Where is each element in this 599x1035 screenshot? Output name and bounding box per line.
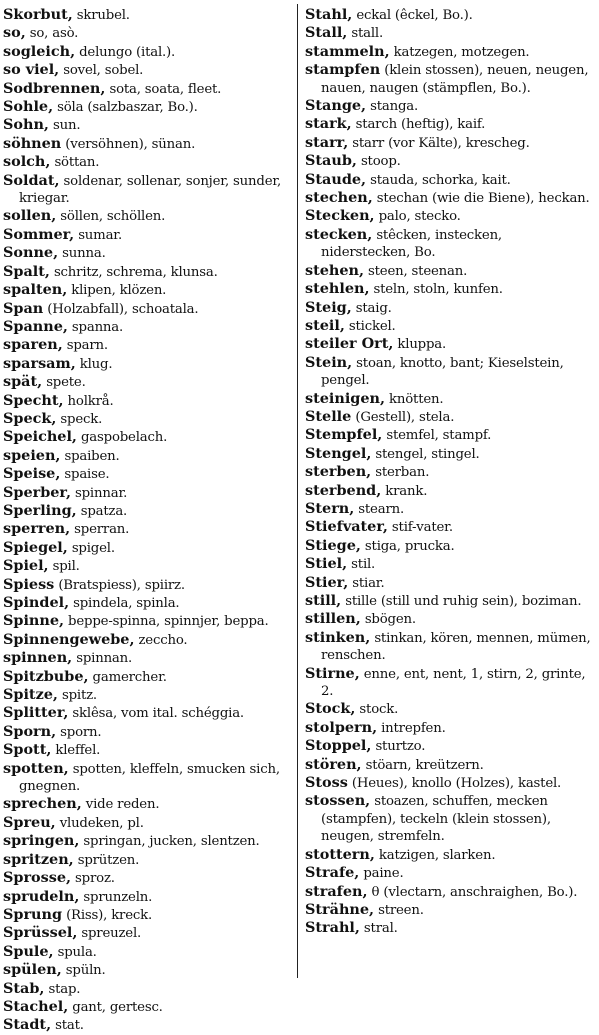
entry-definition: spete. <box>46 375 86 391</box>
dictionary-entry <box>3 410 293 428</box>
entry-definition: vide reden. <box>85 797 160 813</box>
entry-headword: Strähne, <box>305 900 375 918</box>
entry-headword: Spule, <box>3 942 54 960</box>
dictionary-entry <box>3 594 293 612</box>
dictionary-entry <box>305 901 595 919</box>
entry-definition: kleffel. <box>55 743 101 759</box>
entry-definition: stiar. <box>352 575 385 591</box>
dictionary-entry <box>3 998 293 1016</box>
entry-headword: Stier, <box>305 573 349 591</box>
entry-headword: so, <box>3 24 26 42</box>
entry-definition: sperran. <box>74 522 130 538</box>
dictionary-entry <box>305 280 595 298</box>
entry-definition: stickel. <box>348 318 396 334</box>
entry-headword: speien, <box>3 446 61 464</box>
entry-definition: sklêsa, vom ital. schéggia. <box>72 706 244 722</box>
dictionary-entry <box>3 576 293 594</box>
dictionary-entry <box>305 335 595 353</box>
dictionary-entry <box>3 704 293 722</box>
entry-headword: stammeln, <box>305 42 390 60</box>
entry-definition: steln, stoln, kunfen. <box>373 282 503 298</box>
entry-definition: skrubel. <box>76 8 130 23</box>
entry-headword: Stiefvater, <box>305 518 388 536</box>
entry-headword: Spitzbube, <box>3 667 89 685</box>
dictionary-entry <box>3 795 293 813</box>
entry-headword: Stahl, <box>305 6 353 23</box>
entry-definition: spotten, kleffeln, smucken sich, gnegnen. <box>19 761 280 795</box>
entry-headword: solch, <box>3 153 51 171</box>
entry-definition: eckal (êckel, Bo.). <box>356 8 473 23</box>
entry-definition: sprunzeln. <box>83 889 153 905</box>
entry-headword: Soldat, <box>3 171 60 189</box>
entry-definition: stall. <box>351 26 383 42</box>
entry-definition: spigel. <box>71 540 115 556</box>
entry-headword: sollen, <box>3 207 57 225</box>
dictionary-entry <box>3 300 293 318</box>
entry-headword: sterben, <box>305 463 372 481</box>
dictionary-entry <box>3 373 293 391</box>
entry-definition: krank. <box>385 483 428 499</box>
entry-headword: Stern, <box>305 499 355 517</box>
entry-headword: stottern, <box>305 845 375 863</box>
dictionary-entry <box>3 888 293 906</box>
entry-definition: starr (vor Kälte), krescheg. <box>352 135 530 151</box>
entry-headword: spalten, <box>3 281 68 299</box>
entry-headword: Splitter, <box>3 704 69 722</box>
entry-headword: Spalt, <box>3 262 50 280</box>
entry-definition: sota, soata, fleet. <box>109 81 222 97</box>
entry-definition: stock. <box>359 702 399 718</box>
dictionary-entry <box>305 610 595 628</box>
entry-definition: spil. <box>52 559 80 575</box>
entry-headword: Stoppel, <box>305 737 372 755</box>
dictionary-entry <box>3 631 293 649</box>
entry-headword: stossen, <box>305 792 371 810</box>
entry-definition: starch (heftig), kaif. <box>355 117 486 133</box>
entry-headword: stecken, <box>305 225 373 243</box>
entry-definition: enne, ent, nent, 1, stirn, 2, grinte, 2. <box>321 666 586 700</box>
entry-definition: gamercher. <box>92 669 167 685</box>
entry-headword: stampfen <box>305 61 381 79</box>
entry-definition: spaise. <box>64 467 110 483</box>
dictionary-entry <box>305 262 595 280</box>
entry-headword: spinnen, <box>3 649 73 667</box>
entry-headword: Speichel, <box>3 428 77 446</box>
dictionary-entry <box>3 649 293 667</box>
dictionary-entry <box>3 980 293 998</box>
entry-headword: Spreu, <box>3 813 56 831</box>
entry-headword: springen, <box>3 832 80 850</box>
entry-definition: kluppa. <box>397 337 447 353</box>
entry-definition: sumar. <box>78 227 123 243</box>
entry-headword: Stelle <box>305 407 352 425</box>
entry-headword: still, <box>305 592 342 609</box>
entry-definition: klipen, klözen. <box>71 283 167 299</box>
entry-headword: Speck, <box>3 409 57 427</box>
dictionary-entry <box>3 520 293 538</box>
dictionary-entry <box>305 700 595 718</box>
dictionary-entry <box>305 226 595 262</box>
column-divider <box>297 4 298 978</box>
entry-headword: sogleich, <box>3 42 76 60</box>
entry-definition: zeccho. <box>138 632 188 648</box>
entry-headword: spotten, <box>3 759 69 777</box>
dictionary-entry <box>305 426 595 444</box>
entry-headword: Spiegel, <box>3 538 68 556</box>
dictionary-entry <box>3 336 293 354</box>
entry-headword: Sonne, <box>3 244 59 262</box>
dictionary-entry <box>3 943 293 961</box>
entry-definition: stral. <box>363 921 398 937</box>
dictionary-entry <box>305 482 595 500</box>
entry-definition: spanna. <box>71 319 124 335</box>
entry-definition: streen. <box>378 902 424 918</box>
dictionary-entry <box>305 792 595 845</box>
entry-headword: sparsam, <box>3 354 76 372</box>
entry-definition: (versöhnen), sünan. <box>65 136 196 152</box>
dictionary-entry <box>3 557 293 575</box>
entry-definition: spula. <box>57 944 97 960</box>
entry-headword: Sohn, <box>3 116 49 134</box>
dictionary-entry <box>305 61 595 97</box>
dictionary-entry <box>305 134 595 152</box>
dictionary-entry <box>305 574 595 592</box>
entry-definition: stengel, stingel. <box>375 446 480 462</box>
entry-definition: (Heues), knollo (Holzes), kastel. <box>351 776 562 792</box>
left-column <box>3 6 293 1035</box>
dictionary-entry <box>305 43 595 61</box>
entry-headword: Span <box>3 299 44 317</box>
entry-definition: stif-vater. <box>391 520 453 536</box>
entry-definition: sterban. <box>375 465 430 481</box>
entry-definition: spindela, spinla. <box>73 596 180 611</box>
entry-headword: strafen, <box>305 882 368 900</box>
dictionary-entry <box>3 226 293 244</box>
entry-definition: stap. <box>48 981 81 997</box>
entry-definition: sproz. <box>75 871 115 887</box>
entry-headword: Spitze, <box>3 686 58 704</box>
entry-definition: gaspobelach. <box>80 430 168 446</box>
entry-headword: Staude, <box>305 170 367 188</box>
entry-definition: söla (salzbaszar, Bo.). <box>57 100 198 116</box>
entry-headword: Staub, <box>305 152 357 170</box>
entry-definition: stanga. <box>370 99 419 115</box>
entry-headword: Sporn, <box>3 722 57 740</box>
entry-headword: stören, <box>305 755 362 773</box>
entry-headword: Stoss <box>305 774 348 792</box>
entry-definition: (Bratspiess), spiirz. <box>58 577 185 593</box>
dictionary-entry <box>305 756 595 774</box>
dictionary-entry <box>3 832 293 850</box>
entry-headword: stehen, <box>305 261 364 279</box>
dictionary-entry <box>305 592 595 610</box>
entry-definition: stinkan, kören, mennen, mümen, renschen. <box>321 630 591 664</box>
entry-definition: knötten. <box>389 391 444 407</box>
entry-headword: Stecken, <box>305 207 375 225</box>
entry-definition: stemfel, stampf. <box>386 428 492 444</box>
entry-headword: Spindel, <box>3 594 70 611</box>
entry-headword: söhnen <box>3 134 62 152</box>
entry-definition: palo, stecko. <box>378 209 461 225</box>
entry-definition: spinnan. <box>76 651 133 667</box>
entry-headword: Stiege, <box>305 536 361 554</box>
dictionary-entry <box>3 244 293 262</box>
dictionary-entry <box>3 281 293 299</box>
dictionary-entry <box>305 537 595 555</box>
entry-definition: katzigen, slarken. <box>378 847 496 863</box>
entry-headword: Stab, <box>3 979 45 997</box>
dictionary-entry <box>3 924 293 942</box>
entry-headword: so viel, <box>3 61 60 79</box>
entry-definition: (Holzabfall), schoatala. <box>47 301 199 317</box>
entry-definition: stoop. <box>360 154 401 170</box>
entry-definition: stat. <box>55 1018 84 1034</box>
entry-headword: Stein, <box>305 353 353 371</box>
entry-definition: θ (vlectarn, anschraighen, Bo.). <box>371 884 578 900</box>
dictionary-entry <box>3 392 293 410</box>
dictionary-entry <box>3 502 293 520</box>
entry-definition: sparn. <box>66 338 108 354</box>
dictionary-entry <box>305 463 595 481</box>
dictionary-entry <box>3 814 293 832</box>
entry-definition: stiga, prucka. <box>364 538 455 554</box>
entry-definition: spaiben. <box>64 448 120 464</box>
entry-headword: spritzen, <box>3 850 74 868</box>
dictionary-entry <box>305 390 595 408</box>
dictionary-entry <box>3 539 293 557</box>
entry-headword: Spinne, <box>3 612 65 630</box>
dictionary-entry <box>305 737 595 755</box>
dictionary-entry <box>3 6 293 24</box>
entry-headword: stinken, <box>305 628 371 646</box>
entry-headword: stark, <box>305 115 352 133</box>
entry-headword: steiler Ort, <box>305 335 394 353</box>
dictionary-entry <box>3 428 293 446</box>
entry-headword: Steig, <box>305 298 352 316</box>
entry-definition: spinnar. <box>75 485 128 501</box>
entry-definition: söttan. <box>54 155 100 171</box>
dictionary-entry <box>305 317 595 335</box>
dictionary-entry <box>3 116 293 134</box>
entry-headword: sterbend, <box>305 481 382 499</box>
entry-definition: sporn. <box>60 724 102 740</box>
entry-headword: sprudeln, <box>3 887 80 905</box>
entry-definition: klug. <box>79 356 113 372</box>
dictionary-entry <box>305 846 595 864</box>
entry-headword: Sperling, <box>3 501 77 519</box>
entry-definition: vludeken, pl. <box>59 815 144 831</box>
entry-headword: Stadt, <box>3 1016 52 1034</box>
entry-headword: Spinnengewebe, <box>3 630 135 648</box>
dictionary-entry <box>305 24 595 42</box>
entry-headword: Sprung <box>3 905 63 923</box>
dictionary-entry <box>3 135 293 153</box>
dictionary-entry <box>305 189 595 207</box>
entry-headword: Sommer, <box>3 225 75 243</box>
entry-definition: spitz. <box>61 688 97 704</box>
entry-headword: spülen, <box>3 961 62 979</box>
entry-headword: sparen, <box>3 336 63 354</box>
dictionary-entry <box>305 883 595 901</box>
entry-definition: holkrå. <box>67 393 114 409</box>
entry-definition: sun. <box>52 118 81 134</box>
dictionary-entry <box>3 98 293 116</box>
entry-headword: Specht, <box>3 391 64 409</box>
entry-definition: stoan, knotto, bant; Kieselstein, pengel. <box>321 355 564 389</box>
entry-headword: steil, <box>305 316 345 334</box>
dictionary-entry <box>3 153 293 171</box>
entry-definition: stil. <box>351 557 376 573</box>
dictionary-entry <box>3 612 293 630</box>
entry-headword: Skorbut, <box>3 6 73 23</box>
dictionary-entry <box>3 355 293 373</box>
dictionary-entry <box>3 961 293 979</box>
dictionary-entry <box>3 24 293 42</box>
dictionary-entry <box>3 263 293 281</box>
dictionary-entry <box>305 115 595 133</box>
entry-headword: Sperber, <box>3 483 71 501</box>
dictionary-entry <box>305 665 595 701</box>
entry-headword: Spiess <box>3 575 55 593</box>
dictionary-entry <box>3 723 293 741</box>
dictionary-entry <box>305 445 595 463</box>
entry-headword: Sprüssel, <box>3 924 78 942</box>
entry-definition: paine. <box>363 866 404 882</box>
entry-definition: staig. <box>355 300 392 316</box>
entry-definition: sturtzo. <box>375 739 426 755</box>
entry-headword: spät, <box>3 373 43 391</box>
entry-definition: so, asò. <box>29 26 79 42</box>
entry-headword: stechen, <box>305 189 373 207</box>
dictionary-entry <box>305 207 595 225</box>
entry-headword: sprechen, <box>3 795 82 813</box>
dictionary-entry <box>305 500 595 518</box>
entry-headword: Stall, <box>305 24 348 42</box>
entry-definition: delungo (ital.). <box>79 44 176 60</box>
dictionary-entry <box>3 668 293 686</box>
entry-definition: (Riss), kreck. <box>66 907 153 923</box>
entry-definition: intrepfen. <box>381 720 446 736</box>
entry-definition: speck. <box>60 411 103 427</box>
entry-headword: Stempfel, <box>305 426 383 444</box>
dictionary-entry <box>305 864 595 882</box>
dictionary-entry <box>3 686 293 704</box>
entry-headword: Sohle, <box>3 98 54 116</box>
dictionary-entry <box>305 629 595 665</box>
entry-headword: Sodbrennen, <box>3 79 106 97</box>
entry-definition: söllen, schöllen. <box>60 209 166 225</box>
entry-definition: stechan (wie die Biene), heckan. <box>376 191 590 207</box>
entry-definition: spreuzel. <box>81 926 142 942</box>
entry-headword: sperren, <box>3 520 71 538</box>
entry-headword: stehlen, <box>305 280 370 298</box>
dictionary-entry <box>305 299 595 317</box>
entry-headword: Spott, <box>3 741 52 759</box>
entry-headword: Stengel, <box>305 444 372 462</box>
dictionary-entry <box>305 555 595 573</box>
dictionary-entry <box>305 408 595 426</box>
dictionary-entry <box>3 61 293 79</box>
entry-definition: gant, gertesc. <box>72 999 163 1015</box>
entry-definition: stauda, schorka, kait. <box>370 172 511 188</box>
dictionary-entry <box>305 171 595 189</box>
entry-headword: Sprosse, <box>3 869 72 887</box>
entry-definition: stêcken, instecken, niderstecken, Bo. <box>321 227 502 261</box>
entry-definition: sunna. <box>62 246 106 262</box>
entry-definition: katzegen, motzegen. <box>393 44 530 60</box>
dictionary-entry <box>3 207 293 225</box>
entry-definition: stoazen, schuffen, mecken (stampfen), teckeln (klein stossen), neugen, stremfeln. <box>321 794 551 845</box>
dictionary-entry <box>3 43 293 61</box>
entry-definition: (Gestell), stela. <box>355 409 455 425</box>
entry-definition: sbögen. <box>364 612 416 628</box>
entry-headword: Stiel, <box>305 555 348 573</box>
entry-definition: stille (still und ruhig sein), boziman. <box>345 594 582 609</box>
dictionary-entry <box>3 906 293 924</box>
entry-definition: beppe-spinna, spinnjer, beppa. <box>68 614 269 630</box>
dictionary-entry <box>3 172 293 208</box>
entry-headword: stillen, <box>305 610 361 628</box>
dictionary-entry <box>3 447 293 465</box>
entry-definition: (klein stossen), neuen, neugen, nauen, naugen (stämpflen, Bo.). <box>321 63 589 96</box>
entry-headword: steinigen, <box>305 389 385 407</box>
entry-headword: Stachel, <box>3 997 69 1015</box>
entry-headword: Spiel, <box>3 557 49 575</box>
dictionary-entry <box>305 919 595 937</box>
entry-headword: Stock, <box>305 700 356 718</box>
entry-headword: Strahl, <box>305 919 360 937</box>
entry-headword: stolpern, <box>305 718 378 736</box>
dictionary-entry <box>305 6 595 24</box>
entry-headword: Stange, <box>305 97 367 115</box>
dictionary-entry <box>3 851 293 869</box>
entry-definition: stearn. <box>358 501 404 517</box>
entry-definition: spatza. <box>80 503 128 519</box>
dictionary-entry <box>3 741 293 759</box>
dictionary-entry <box>3 869 293 887</box>
entry-definition: springan, jucken, slentzen. <box>83 834 260 850</box>
dictionary-entry <box>305 354 595 390</box>
dictionary-entry <box>305 152 595 170</box>
dictionary-entry <box>3 760 293 796</box>
dictionary-entry <box>305 719 595 737</box>
right-column <box>305 6 595 938</box>
dictionary-entry <box>3 318 293 336</box>
entry-headword: Stirne, <box>305 664 360 682</box>
dictionary-entry <box>3 1016 293 1034</box>
entry-definition: sprützen. <box>77 852 140 868</box>
entry-definition: sovel, sobel. <box>63 63 144 79</box>
entry-definition: spüln. <box>65 963 106 979</box>
entry-definition: soldenar, sollenar, sonjer, sunder, kriegar. <box>19 173 282 207</box>
entry-definition: steen, steenan. <box>368 263 468 279</box>
dictionary-entry <box>3 465 293 483</box>
dictionary-entry <box>3 80 293 98</box>
entry-definition: schritz, schrema, klunsa. <box>53 264 218 280</box>
entry-headword: Strafe, <box>305 864 360 882</box>
dictionary-entry <box>305 97 595 115</box>
entry-headword: Spanne, <box>3 317 68 335</box>
entry-headword: starr, <box>305 133 349 151</box>
dictionary-entry <box>305 518 595 536</box>
entry-definition: stöarn, kreützern. <box>365 757 484 773</box>
dictionary-entry <box>3 484 293 502</box>
dictionary-entry <box>305 774 595 792</box>
entry-headword: Speise, <box>3 465 61 483</box>
